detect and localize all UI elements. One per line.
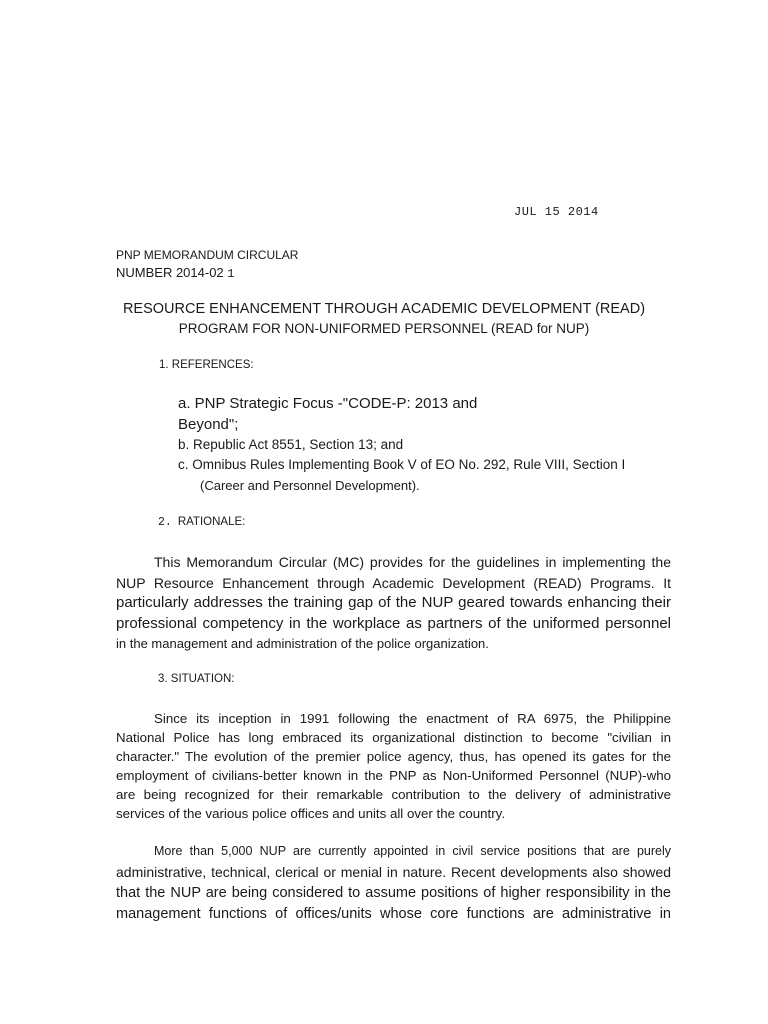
paragraph-line: administrative, technical, clerical or menial in nature. Recent developments also showed xyxy=(116,864,671,880)
circular-number xyxy=(116,265,234,281)
paragraph-line: particularly addresses the training gap of the NUP geared towards enhancing their xyxy=(116,594,671,611)
rationale-number: 2. xyxy=(158,516,172,529)
document-title-line1: RESOURCE ENHANCEMENT THROUGH ACADEMIC DEVELOPMENT (READ) xyxy=(122,301,646,317)
paragraph-line: This Memorandum Circular (MC) provides for the guidelines in implementing the xyxy=(154,554,671,570)
paragraph-line: character." The evolution of the premier police agency, thus, has opened its gates for the xyxy=(116,749,671,764)
paragraph-line: professional competency in the workplace as partners of the uniformed personnel xyxy=(116,614,671,632)
paragraph-line: employment of civilians-better known in the PNP as Non-Uniformed Personnel (NUP)-who xyxy=(116,768,671,783)
situation-paragraph-2 xyxy=(116,841,671,925)
paragraph-line: are being recognized for their remarkable contribution to the delivery of administrative xyxy=(116,787,671,802)
reference-c-line2: (Career and Personnel Development). xyxy=(200,478,420,493)
paragraph-line: More than 5,000 NUP are currently appointed in civil service positions that are purely xyxy=(154,844,671,858)
rationale-heading-text: RATIONALE: xyxy=(177,516,246,528)
memo-date: JUL 15 2014 xyxy=(514,205,599,219)
reference-c-line1: c. Omnibus Rules Implementing Book V of EO No. 292, Rule VIII, Section I xyxy=(178,457,626,472)
paragraph-line: that the NUP are being considered to assume positions of higher responsibility in the xyxy=(116,885,671,901)
reference-a-line2: Beyond"; xyxy=(178,416,239,433)
rationale-paragraph xyxy=(116,552,671,655)
paragraph-line: NUP Resource Enhancement through Academic Development (READ) Programs. It xyxy=(116,574,671,591)
circular-number-suffix: 1 xyxy=(227,267,235,281)
paragraph-line: Since its inception in 1991 following the enactment of RA 6975, the Philippine xyxy=(154,711,671,726)
circular-number-prefix: NUMBER 2014-02 xyxy=(116,265,224,280)
circular-label: PNP MEMORANDUM CIRCULAR xyxy=(116,248,299,262)
reference-b: b. Republic Act 8551, Section 13; and xyxy=(178,437,404,452)
paragraph-line: management functions of offices/units whose core functions are administrative in xyxy=(116,906,671,922)
situation-heading: 3. SITUATION: xyxy=(158,673,235,685)
document-title-line2: PROGRAM FOR NON-UNIFORMED PERSONNEL (READ for NUP) xyxy=(178,321,590,336)
paragraph-line: services of the various police offices and units all over the country. xyxy=(116,806,506,821)
paragraph-line: National Police has long embraced its organizational distinction to become "civilian in xyxy=(116,730,671,745)
paragraph-line: in the management and administration of the police organization. xyxy=(116,636,489,651)
references-heading: 1. REFERENCES: xyxy=(159,359,254,371)
reference-a-line1: a. PNP Strategic Focus -"CODE-P: 2013 and xyxy=(178,395,478,412)
situation-paragraph-1 xyxy=(116,709,671,823)
rationale-heading xyxy=(158,516,245,529)
